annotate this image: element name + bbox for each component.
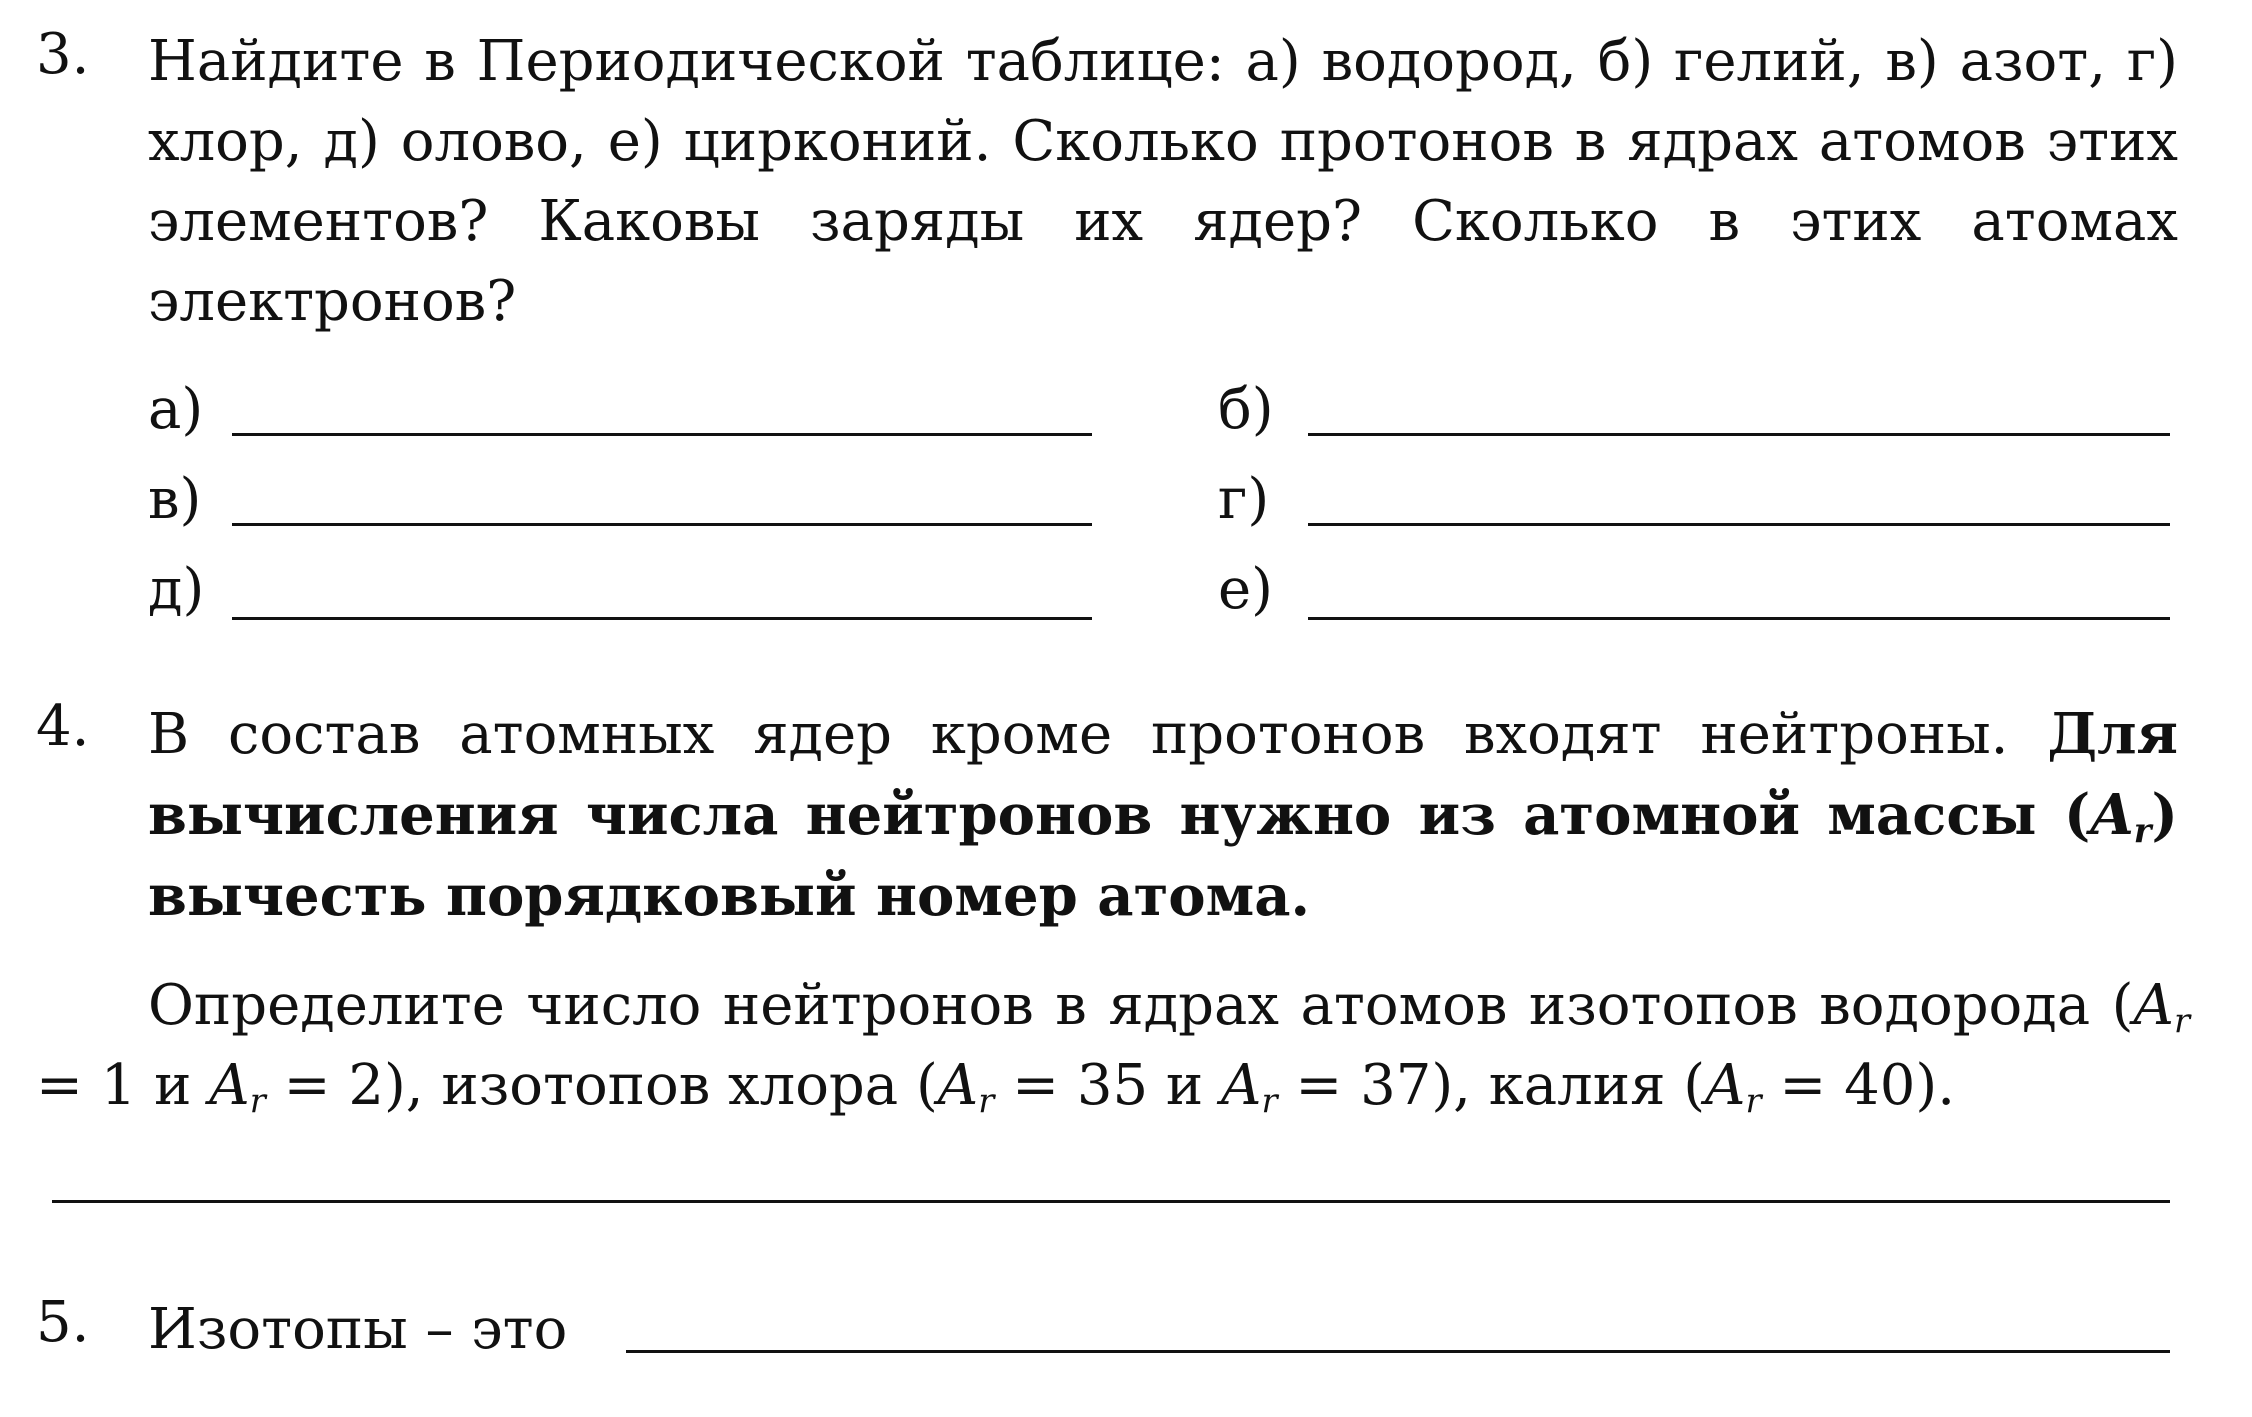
task-3-question: Найдите в Периодической таблице: а) водород, б) гелий, в) азот, г) хлор, д) олово, е) цирконий. Сколько протонов в ядрах атомов этих элементов? Каковы заряды их ядер? Сколько в этих атомах электронов? [148,29,2178,334]
task-4-rule-part2: ) вычесть порядковый номер атома. [148,782,2178,929]
answer-line-task-4[interactable] [52,1200,2170,1203]
answer-label-g: г) [1218,467,1270,532]
answer-label-d: д) [148,557,205,622]
ar-subscript: r [2133,810,2152,851]
task-4-value-4: = 37), калия ( [1277,1053,1706,1118]
task-4-question [36,966,2190,1126]
task-3-text [148,22,2178,342]
answer-line-b[interactable] [1308,433,2170,436]
answer-line-v[interactable] [232,523,1092,526]
task-3-number: 3. [36,22,90,87]
ar-symbol: A [1221,1053,1262,1118]
task-4-value-3: = 35 и [994,1053,1222,1118]
ar-symbol: A [937,1053,979,1118]
task-4-value-5: = 40). [1761,1053,1955,1118]
task-4-value-1: = 1 и [36,1053,210,1118]
ar-subscript: r [1745,1081,1762,1121]
answer-line-task-5[interactable] [626,1350,2170,1353]
answer-line-a[interactable] [232,433,1092,436]
answer-label-b: б) [1218,377,1274,442]
task-4-intro: В состав атомных ядер кроме протонов входят нейтроны. [148,702,2048,767]
answer-label-e: е) [1218,557,1273,622]
ar-symbol: A [209,1053,250,1118]
answer-line-d[interactable] [232,617,1092,620]
task-4-value-2: = 2), изотопов хлора ( [265,1053,938,1118]
answer-line-g[interactable] [1308,523,2170,526]
task-4-number: 4. [36,694,90,759]
task-5-text: Изотопы – это [148,1297,568,1362]
task-5-number: 5. [36,1290,90,1355]
ar-symbol: A [1705,1053,1746,1118]
answer-label-a: а) [148,377,204,442]
ar-symbol: A [2133,973,2174,1038]
answer-label-v: в) [148,467,202,532]
task-4-rule [148,694,2178,937]
answer-line-e[interactable] [1308,617,2170,620]
ar-subscript: r [249,1081,266,1121]
ar-symbol: A [2090,782,2134,848]
ar-subscript: r [2173,1001,2190,1041]
task-4-question-part1: Определите число нейтронов в ядрах атомов изотопов водорода ( [148,973,2134,1038]
ar-subscript: r [1261,1081,1278,1121]
task-4-rule-part1: Для вычисления числа нейтронов нужно из атомной массы ( [148,701,2178,848]
ar-subscript: r [978,1081,995,1121]
